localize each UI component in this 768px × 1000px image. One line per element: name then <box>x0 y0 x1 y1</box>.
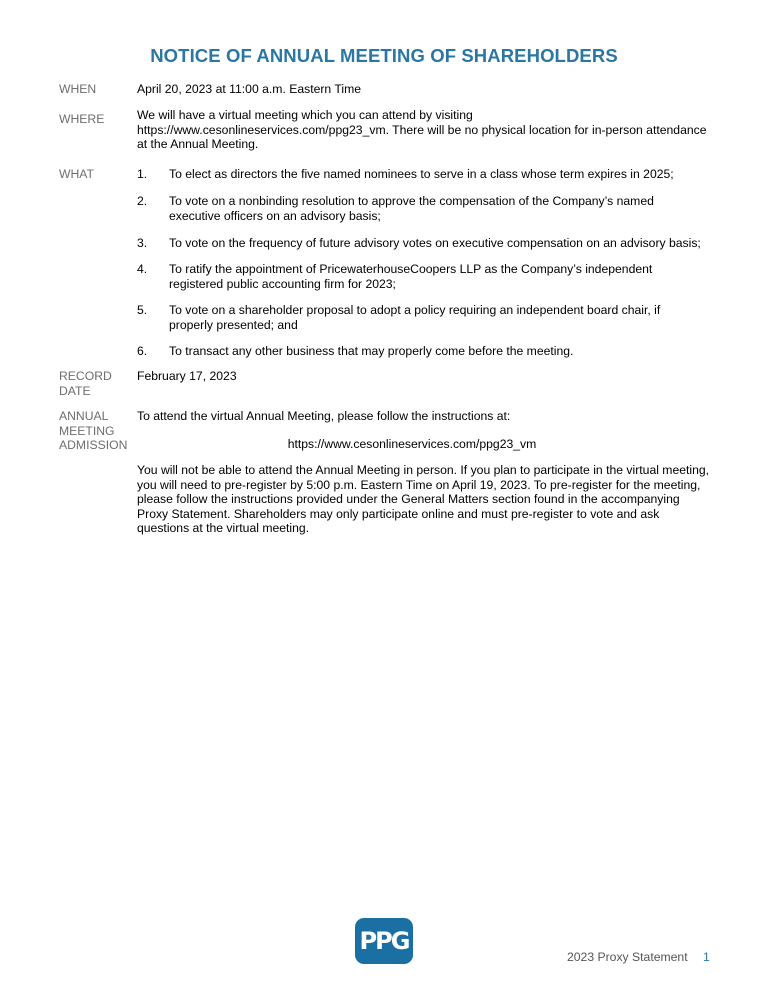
agenda-item-number: 3. <box>137 236 148 250</box>
record-date-label-line: RECORD <box>59 369 112 383</box>
agenda-item-text: To vote on a shareholder proposal to adopt a policy requiring an independent board chair, if properly presented; and <box>169 303 661 332</box>
agenda-item-number: 5. <box>137 303 148 317</box>
ppg-logo-text: PPG <box>359 927 409 955</box>
ppg-logo <box>355 918 413 964</box>
admission-body: You will not be able to attend the Annual Meeting in person. If you plan to participate in the virtual meeting, you will need to pre-register by 5:00 p.m. Eastern Time on April 19, 2023. To pre-register for the meeting, please follow the instructions provided under the General Matters section found in the accompanying Proxy Statement. Shareholders may only participate online and must pre-register to vote and ask questions at the virtual meeting. <box>137 463 710 535</box>
admission-label-line: MEETING <box>59 423 115 438</box>
footer-label: 2023 Proxy Statement <box>567 950 688 964</box>
admission-label <box>59 409 134 453</box>
page-number: 1 <box>703 950 710 964</box>
what-label: WHAT <box>59 167 94 181</box>
agenda-item-text: To vote on a nonbinding resolution to approve the compensation of the Company’s named executive officers on an advisory basis; <box>169 194 654 223</box>
page-title: NOTICE OF ANNUAL MEETING OF SHAREHOLDERS <box>150 45 618 66</box>
agenda-item-number: 4. <box>137 262 148 276</box>
agenda-item-text: To vote on the frequency of future advisory votes on executive compensation on an advisory basis; <box>169 236 701 250</box>
when-label: WHEN <box>59 82 97 96</box>
record-date-value: February 17, 2023 <box>137 369 237 383</box>
admission-intro: To attend the virtual Annual Meeting, please follow the instructions at: <box>137 409 511 423</box>
agenda-item-text: To ratify the appointment of PricewaterhouseCoopers LLP as the Company’s independent registered public accounting firm for 2023; <box>169 262 653 291</box>
where-value: We will have a virtual meeting which you can attend by visiting https://www.cesonlineservices.com/ppg23_vm. There will be no physical location for in-person attendance at the Annual Meeting. <box>137 108 707 151</box>
agenda-item-text: To elect as directors the five named nominees to serve in a class whose term expires in 2025; <box>169 167 674 181</box>
agenda-item-number: 1. <box>137 167 148 181</box>
agenda-item-text: To transact any other business that may properly come before the meeting. <box>169 344 574 358</box>
admission-url-link[interactable]: https://www.cesonlineservices.com/ppg23_vm <box>287 437 537 451</box>
agenda-item-number: 6. <box>137 344 148 358</box>
admission-label-line: ANNUAL <box>59 409 109 423</box>
record-date-label <box>59 369 134 398</box>
agenda-item-number: 2. <box>137 194 148 208</box>
admission-label-line: ADMISSION <box>59 438 128 452</box>
where-label: WHERE <box>59 112 105 126</box>
when-value: April 20, 2023 at 11:00 a.m. Eastern Time <box>137 82 362 96</box>
record-date-label-line: DATE <box>59 383 91 398</box>
